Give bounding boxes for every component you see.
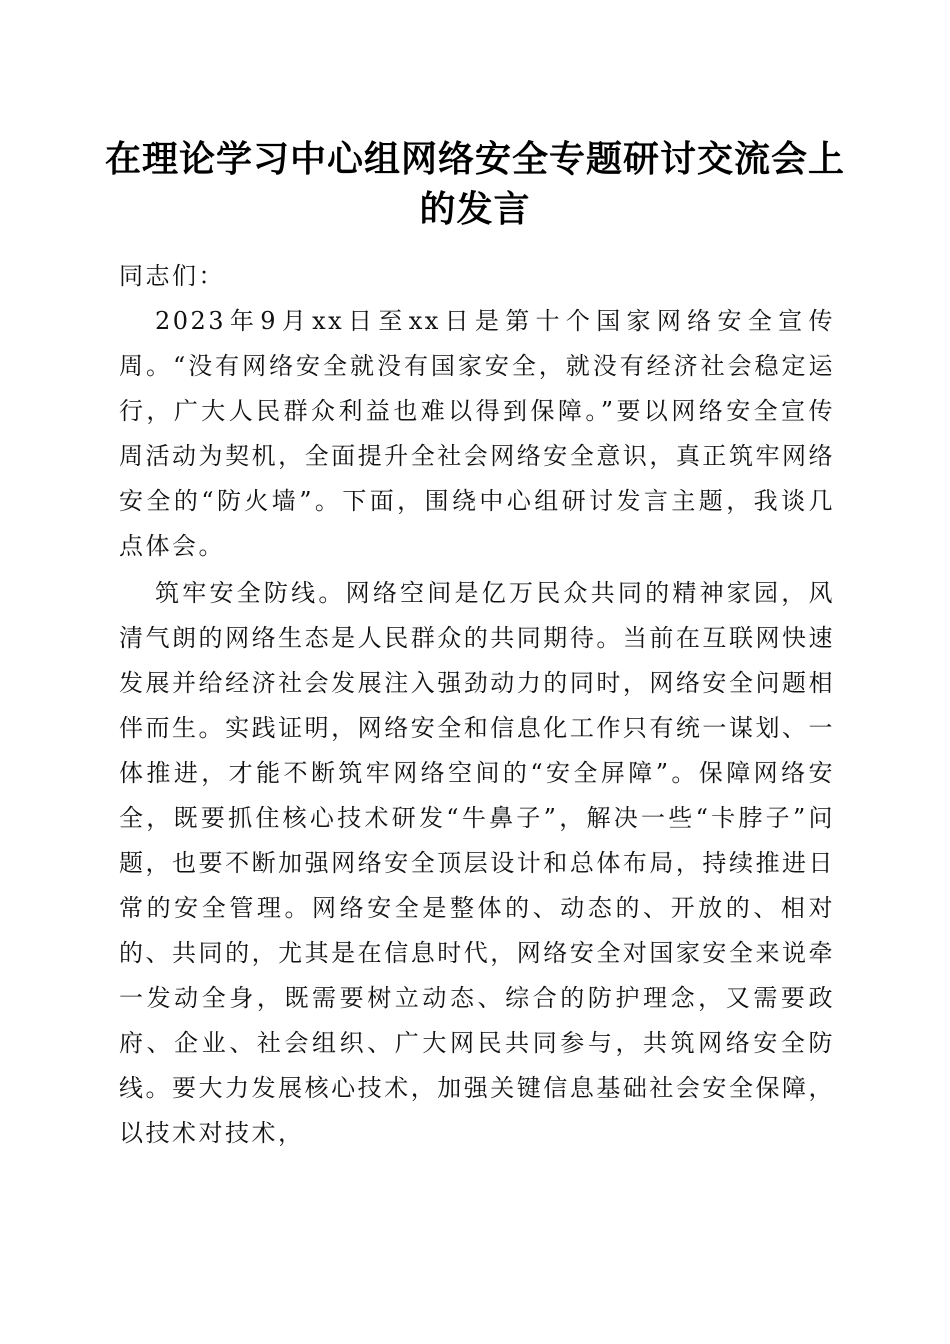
greeting: 同志们： <box>119 262 225 290</box>
document-body <box>119 254 835 1156</box>
paragraph-intro: 2023年9月xx日至xx日是第十个国家网络安全宣传周。“没有网络安全就没有国家安全，就没有经济社会稳定运行，广大人民群众利益也难以得到保障。”要以网络安全宣传周活动为契机，全面提升全社会网络安全意识，真正筑牢网络安全的“防火墙”。下面，围绕中心组研讨发言主题，我谈几点体会。 <box>119 307 835 560</box>
document-title: 在理论学习中心组网络安全专题研讨交流会上的发言 <box>104 138 845 230</box>
paragraph-security-defense: 筑牢安全防线。网络空间是亿万民众共同的精神家园，风清气朗的网络生态是人民群众的共同期待。当前在互联网快速发展并给经济社会发展注入强劲动力的同时，网络安全问题相伴而生。实践证明，网络安全和信息化工作只有统一谋划、一体推进，才能不断筑牢网络空间的“安全屏障”。保障网络安全，既要抓住核心技术研发“牛鼻子”，解决一些“卡脖子”问题，也要不断加强网络安全顶层设计和总体布局，持续推进日常的安全管理。网络安全是整体的、动态的、开放的、相对的、共同的，尤其是在信息时代，网络安全对国家安全来说牵一发动全身，既需要树立动态、综合的防护理念，又需要政府、企业、社会组织、广大网民共同参与，共筑网络安全防线。要大力发展核心技术，加强关键信息基础社会安全保障，以技术对技术， <box>119 579 835 1147</box>
